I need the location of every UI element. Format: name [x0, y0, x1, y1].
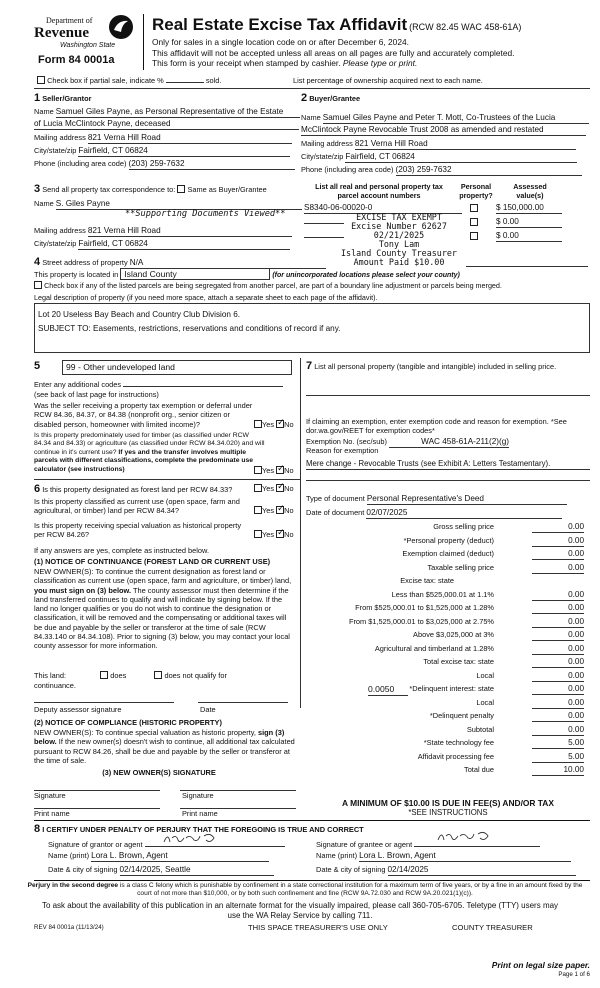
parcel-personal-checkbox[interactable] [470, 232, 478, 240]
same-as-buyer-checkbox[interactable] [177, 185, 185, 193]
buyer-phone-label: Phone (including area code) [301, 165, 394, 174]
grantor-signature-label: Signature of grantor or agent [48, 840, 143, 849]
tax-row-amount[interactable]: 0.00 [532, 590, 584, 601]
yes-label: Yes [262, 484, 275, 493]
tax-row-amount[interactable]: 0.00 [532, 725, 584, 736]
stamp-line-2: Excise Number 62627 [351, 221, 447, 231]
seller-heading: Seller/Grantor [42, 94, 92, 103]
tax-row-label: Above $3,025,000 at 3% [413, 630, 494, 639]
tax-row-amount[interactable]: 0.00 [532, 644, 584, 655]
tax-row-label: Total due [464, 765, 494, 774]
unincorporated-note: (for unincorporated locations please select your county) [272, 272, 460, 279]
q6-1-yes-checkbox[interactable] [254, 484, 262, 492]
section6-note: If any answers are yes, complete as instructed below. [34, 546, 209, 555]
q5-2-yes-checkbox[interactable] [254, 466, 262, 474]
stamp-line-4: Tony Lam [378, 239, 420, 249]
deputy-assessor-label: Deputy assessor signature [34, 705, 122, 714]
buyer-city-label: City/state/zip [301, 152, 344, 161]
partial-sale-label: Check box if partial sale, indicate % [47, 76, 164, 85]
perjury-text: is a class C felony which is punishable by confinement in a state correctional institution for a maximum term of five years, or by a fine in an amount fixed by the court of not more than $10,000, or by both such confinement and fine (RCW 9A.72.030 and RCW 9A.20.021(1)(c)). [119, 882, 583, 898]
buyer-mailing-label: Mailing address [301, 139, 353, 148]
rev-number: REV 84 0001a (11/13/24) [34, 924, 104, 931]
correspondence-label: Send all property tax correspondence to: [42, 185, 176, 194]
tax-row-label: From $1,525,000.01 to $3,025,000 at 2.75% [348, 616, 494, 626]
located-in-label: This property is located in [34, 270, 119, 279]
parcels-header-list: List all real and personal property tax parcel account numbers [315, 182, 443, 200]
see-instructions-note: *SEE INSTRUCTIONS [408, 808, 488, 817]
does-not-label: does not qualify for [164, 671, 227, 680]
owner-signature-label-2: Signature [182, 791, 214, 800]
logo-line-department: Department of [46, 16, 93, 25]
q6-2-no-checkbox[interactable] [276, 506, 284, 514]
section6-question-3: Is this property receiving special valuation as historical property per RCW 84.26? [34, 521, 242, 540]
tax-row-amount[interactable]: 0.00 [532, 549, 584, 560]
buyer-name-label: Name [301, 113, 321, 122]
parcel-value-field[interactable]: $ 150,000.00 [496, 203, 562, 214]
form-title-ref: (RCW 82.45 WAC 458-61A) [409, 22, 522, 32]
continuance-label: continuance. [34, 681, 76, 690]
buyer-heading: Buyer/Grantee [309, 94, 361, 103]
section-4-number: 4 [34, 256, 41, 268]
tax-row-amount[interactable]: 0.00 [532, 711, 584, 722]
section6-question-2: Is this property classified as current use (open space, farm and agricultural, or timber) land per RCW 84.34? [34, 497, 240, 516]
treasurer-use-label: THIS SPACE TREASURER'S USE ONLY [248, 923, 388, 932]
seller-name-field[interactable]: Samuel Giles Payne, as Personal Representative of the Estate [56, 107, 300, 118]
page-number: Page 1 of 6 [558, 971, 590, 978]
header-line-3-italic: Please type or print. [342, 58, 418, 69]
form-title-block [152, 14, 592, 69]
tax-row-amount[interactable]: 0.00 [532, 630, 584, 641]
notice-compliance-text-a: NEW OWNER(S): To continue special valuation as historic property, [34, 728, 256, 737]
segregated-parcels-checkbox[interactable] [34, 281, 42, 289]
tax-row-amount[interactable]: 10.00 [532, 765, 584, 776]
yes-label: Yes [262, 420, 275, 429]
exemption-no-field[interactable]: WAC 458-61A-211(2)(g) [389, 437, 509, 448]
perjury-bold: Perjury in the second degree [27, 882, 119, 889]
reason-label: Reason for exemption [306, 446, 379, 455]
buyer-city-field[interactable]: Fairfield, CT 06824 [345, 152, 577, 163]
tax-row-label: From $525,000.01 to $1,525,000 at 1.28% [355, 603, 494, 612]
yes-label: Yes [262, 466, 275, 475]
section5-question-2b: If yes and the transfer involves multiple parcels with different classifications, complete the predominate use calculator (see instructions) [34, 448, 254, 473]
grantee-name-field[interactable]: Lora L. Brown, Agent [359, 851, 571, 862]
buyer-name-field-2[interactable]: McClintock Payne Revocable Trust 2008 as amended and restated [301, 125, 586, 136]
additional-codes-field[interactable] [123, 386, 283, 387]
buyer-name-field[interactable]: Samuel Giles Payne and Peter T. Mott, Co-Trustees of the Lucia [323, 113, 589, 124]
tax-row-label: Excise tax: state [400, 576, 454, 585]
ownership-note: List percentage of ownership acquired next to each name. [293, 76, 483, 85]
yes-label: Yes [262, 506, 275, 515]
parcel-personal-checkbox[interactable] [470, 204, 478, 212]
parcel-personal-checkbox[interactable] [470, 218, 478, 226]
parcels-header-personal: Personal property? [459, 182, 493, 200]
buyer-phone-field[interactable]: (203) 259-7632 [396, 165, 582, 176]
no-label: No [284, 506, 294, 515]
treasurer-stamp [336, 213, 462, 267]
tax-row-label: Local [476, 670, 494, 680]
legal-description-line-1: Lot 20 Useless Bay Beach and Country Club Division 6. [38, 310, 241, 319]
county-select[interactable]: Island County [120, 268, 270, 280]
section-1-number: 1 [34, 92, 41, 104]
grantor-signature-scribble [160, 830, 220, 846]
this-land-label: This land: [34, 671, 67, 680]
owner-signature-label: Signature [34, 791, 66, 800]
seller-city-label: City/state/zip [34, 146, 77, 155]
section5-question-1: Was the seller receiving a property tax exemption or deferral under RCW 84.36, 84.37, or 84.38 (nonprofit org., senior citizen or disabled person, homeowner with limited income)? [34, 401, 253, 429]
tax-row-label: Local [476, 697, 494, 707]
tax-row-amount[interactable]: 0.00 [532, 603, 584, 614]
section6-question-1: Is this property designated as forest land per RCW 84.33? [42, 485, 233, 494]
new-owner-signature-heading: (3) NEW OWNER(S) SIGNATURE [102, 768, 216, 777]
partial-sale-checkbox[interactable] [37, 76, 45, 84]
section-2-number: 2 [301, 92, 308, 104]
doc-date-field[interactable]: 02/07/2025 [366, 508, 562, 519]
form-title: Real Estate Excise Tax Affidavit [152, 15, 408, 34]
logo-line-state: Washington State [60, 42, 116, 49]
notice-compliance-heading: (2) NOTICE OF COMPLIANCE (HISTORIC PROPERTY) [34, 718, 222, 727]
tax-row-label: Gross selling price [433, 522, 494, 531]
partial-sale-percent-field[interactable] [166, 82, 204, 83]
no-label: No [284, 484, 294, 493]
alternate-format-note: To ask about the availability of this publication in an alternate format for the visually impaired, please call 360-705-6705. Teletype (TTY) users may use the WA Relay Service by calling 711. [41, 901, 559, 920]
stamp-line-5: Island County Treasurer [341, 248, 457, 258]
logo-line-revenue: Revenue [34, 25, 89, 41]
parcel-value-field[interactable]: $ 0.00 [496, 217, 562, 228]
legal-description-line-2: SUBJECT TO: Easements, restrictions, reservations and conditions of record if any. [38, 324, 341, 334]
grantor-date-city-label: Date & city of signing [48, 865, 118, 874]
tax-row-amount[interactable]: 5.00 [532, 752, 584, 763]
dor-emblem-icon [108, 14, 134, 40]
additional-codes-note: (see back of last page for instructions) [34, 390, 159, 399]
tax-row-label: Subtotal [466, 724, 494, 734]
correspondence-mailing-label: Mailing address [34, 226, 86, 235]
tax-row-label: Exemption claimed (deduct) [402, 549, 494, 558]
dor-logo [34, 14, 138, 70]
deputy-date-label: Date [200, 705, 216, 714]
q5-1-no-checkbox[interactable] [276, 420, 284, 428]
personal-property-label: List all personal property (tangible and intangible) included in selling price. [314, 362, 557, 371]
does-label: does [110, 671, 127, 680]
correspondence-name-field[interactable]: S. Giles Payne [56, 199, 302, 210]
notice-compliance-text-c: If the new owner(s) doesn't wish to continue, all additional tax calculated pursuant to RCW 84.26, shall be due and payable by the seller or transferor at the time of sale. [34, 737, 295, 765]
section-3-number: 3 [34, 183, 41, 195]
seller-name-field-2[interactable]: of Lucia McClintock Payne, deceased [34, 119, 299, 130]
tax-row-label: *Personal property (deduct) [403, 535, 494, 545]
owner-print-name-label-2: Print name [182, 809, 218, 818]
tax-row-amount[interactable]: 5.00 [532, 738, 584, 749]
tax-row-label: Affidavit processing fee [417, 751, 494, 761]
tax-row-amount[interactable]: 0.00 [532, 657, 584, 668]
notice-continuance-text-a: NEW OWNER(S): To continue the current designation as forest land or classification as current use (open space, farm and agriculture, or timber) land, [34, 567, 292, 586]
seller-mailing-field[interactable]: 821 Verna Hill Road [88, 133, 292, 144]
no-label: No [284, 466, 294, 475]
notice-continuance-heading: (1) NOTICE OF CONTINUANCE (FOREST LAND OR CURRENT USE) [34, 557, 271, 566]
legal-description-label: Legal description of property (if you need more space, attach a separate sheet to each page of the affidavit). [34, 293, 378, 302]
buyer-mailing-field[interactable]: 821 Verna Hill Road [355, 139, 576, 150]
tax-row-amount[interactable]: 0.00 [532, 563, 584, 574]
local-rate-field[interactable]: 0.0050 [368, 684, 408, 696]
tax-row-amount[interactable]: 0.00 [532, 684, 584, 695]
parcels-header-assessed: Assessed value(s) [513, 182, 547, 200]
legal-description-box[interactable] [34, 303, 590, 353]
seller-name-label: Name [34, 107, 54, 116]
same-as-buyer-label: Same as Buyer/Grantee [187, 185, 267, 194]
doc-type-label: Type of document [306, 494, 365, 503]
segregated-parcels-label: Check box if any of the listed parcels are being segregated from another parcel, are part of a boundary line adjustment or parcels being merged. [44, 281, 502, 290]
grantee-date-city-field[interactable]: 02/14/2025 [388, 865, 576, 876]
notice-continuance-text-c: The county assessor must then determine if the land transferred continues to qualify and will indicate by signing below. If the land no longer qualifies or you do not wish to continue the designation or classification, it will be removed and the compensating or additional taxes will be due and payable by the seller or transferor at the time of sale (RCW 84.33.140 or 84.34.108). Prior to signing (3) below, you may contact your local county assessor for more information. [34, 585, 290, 650]
grantor-name-field[interactable]: Lora L. Brown, Agent [91, 851, 269, 862]
tax-row-amount[interactable]: 0.00 [532, 536, 584, 547]
notice-compliance-text-b: sign (3) below. [34, 728, 285, 747]
correspondence-name-label: Name [34, 199, 54, 208]
stamp-line-6: Amount Paid $10.00 [353, 257, 445, 267]
tax-row-amount[interactable]: 0.00 [532, 522, 584, 533]
no-label: No [284, 530, 294, 539]
exemption-claim-text: If claiming an exemption, enter exemption code and reason for exemption. *See dor.wa.gov/REET for exemption codes* [306, 417, 567, 436]
supporting-documents-note: **Supporting Documents Viewed** [125, 209, 286, 219]
grantee-signature-label: Signature of grantee or agent [316, 840, 413, 849]
street-address-label: Street address of property [42, 258, 128, 267]
correspondence-city-label: City/state/zip [34, 239, 77, 248]
parcel-account-field[interactable]: S8340-06-00020-0 [304, 203, 462, 214]
seller-phone-label: Phone (including area code) [34, 159, 127, 168]
notice-continuance-text-b: you must sign on (3) below. [34, 585, 132, 595]
exemption-no-label: Exemption No. (sec/sub) [306, 437, 387, 446]
additional-codes-label: Enter any additional codes [34, 380, 122, 389]
section-6-number: 6 [34, 483, 41, 495]
tax-row-label: *Delinquent interest: state [409, 684, 494, 693]
doc-date-label: Date of document [306, 508, 365, 517]
tax-row-label: Less than $525,000.01 at 1.1% [391, 589, 494, 599]
tax-row-label: Taxable selling price [427, 562, 494, 572]
legal-size-note: Print on legal size paper. [491, 960, 590, 970]
tax-row-amount[interactable]: 0.00 [532, 671, 584, 682]
section5-question-2a: Is this property predominately used for timber (as classified under RCW 84.34 and 84.33) or agriculture (as classified under RCW 84.34.020) and will continue in it's current use? [34, 432, 265, 456]
land-use-select[interactable]: 99 - Other undeveloped land [62, 360, 292, 375]
yes-label: Yes [262, 530, 275, 539]
doc-type-field[interactable]: Personal Representative's Deed [367, 494, 567, 505]
grantor-date-city-field[interactable]: 02/14/2025, Seattle [120, 865, 274, 876]
section-8-number: 8 [34, 823, 41, 835]
partial-sale-sold-label: sold. [205, 76, 222, 85]
grantee-name-label: Name (print) [316, 851, 358, 860]
q5-1-yes-checkbox[interactable] [254, 420, 262, 428]
grantor-name-label: Name (print) [48, 851, 90, 860]
owner-print-name-label: Print name [34, 809, 70, 818]
county-treasurer-label: COUNTY TREASURER [452, 923, 533, 932]
header-line-2: This affidavit will not be accepted unless all areas on all pages are fully and accurately completed. [152, 47, 515, 58]
q6-2-yes-checkbox[interactable] [254, 506, 262, 514]
section-5-number: 5 [34, 360, 41, 372]
q5-2-no-checkbox[interactable] [276, 466, 284, 474]
tax-row-label: Total excise tax: state [423, 657, 494, 666]
correspondence-mailing-field[interactable]: 821 Verna Hill Road [88, 226, 292, 237]
tax-row-amount[interactable]: 0.00 [532, 617, 584, 628]
seller-city-field[interactable]: Fairfield, CT 06824 [78, 146, 290, 157]
section-7-number: 7 [306, 360, 313, 372]
parcel-value-field[interactable]: $ 0.00 [496, 231, 562, 242]
tax-row-label: *State technology fee [423, 738, 494, 747]
minimum-due-note: A MINIMUM OF $10.00 IS DUE IN FEE(S) AND/OR TAX [342, 798, 554, 808]
form-number: Form 84 0001a [38, 54, 115, 66]
q6-3-yes-checkbox[interactable] [254, 530, 262, 538]
header-line-3: This form is your receipt when stamped by cashier. [152, 58, 341, 69]
stamp-line-1: EXCISE TAX EXEMPT [356, 212, 442, 222]
tax-row-label: Agricultural and timberland at 1.28% [374, 643, 494, 653]
header-line-1: Only for sales in a single location code on or after December 6, 2024. [152, 37, 409, 48]
does-qualify-checkbox[interactable] [100, 671, 108, 679]
no-label: No [284, 420, 294, 429]
grantee-date-city-label: Date & city of signing [316, 865, 386, 874]
correspondence-city-field[interactable]: Fairfield, CT 06824 [78, 239, 290, 250]
stamp-line-3: 02/21/2025 [373, 230, 425, 240]
certify-heading: I CERTIFY UNDER PENALTY OF PERJURY THAT THE FOREGOING IS TRUE AND CORRECT [42, 825, 364, 834]
q6-1-no-checkbox[interactable] [276, 484, 284, 492]
street-address-field[interactable]: N/A [130, 258, 326, 269]
reason-field[interactable]: Mere change - Revocable Trusts (see Exhibit A: Letters Testamentary). [306, 459, 590, 470]
tax-row-label: *Delinquent penalty [429, 711, 494, 720]
tax-row-amount[interactable]: 0.00 [532, 698, 584, 709]
grantee-signature-scribble [434, 828, 494, 844]
seller-mailing-label: Mailing address [34, 133, 86, 142]
does-not-qualify-checkbox[interactable] [154, 671, 162, 679]
seller-phone-field[interactable]: (203) 259-7632 [129, 159, 295, 170]
